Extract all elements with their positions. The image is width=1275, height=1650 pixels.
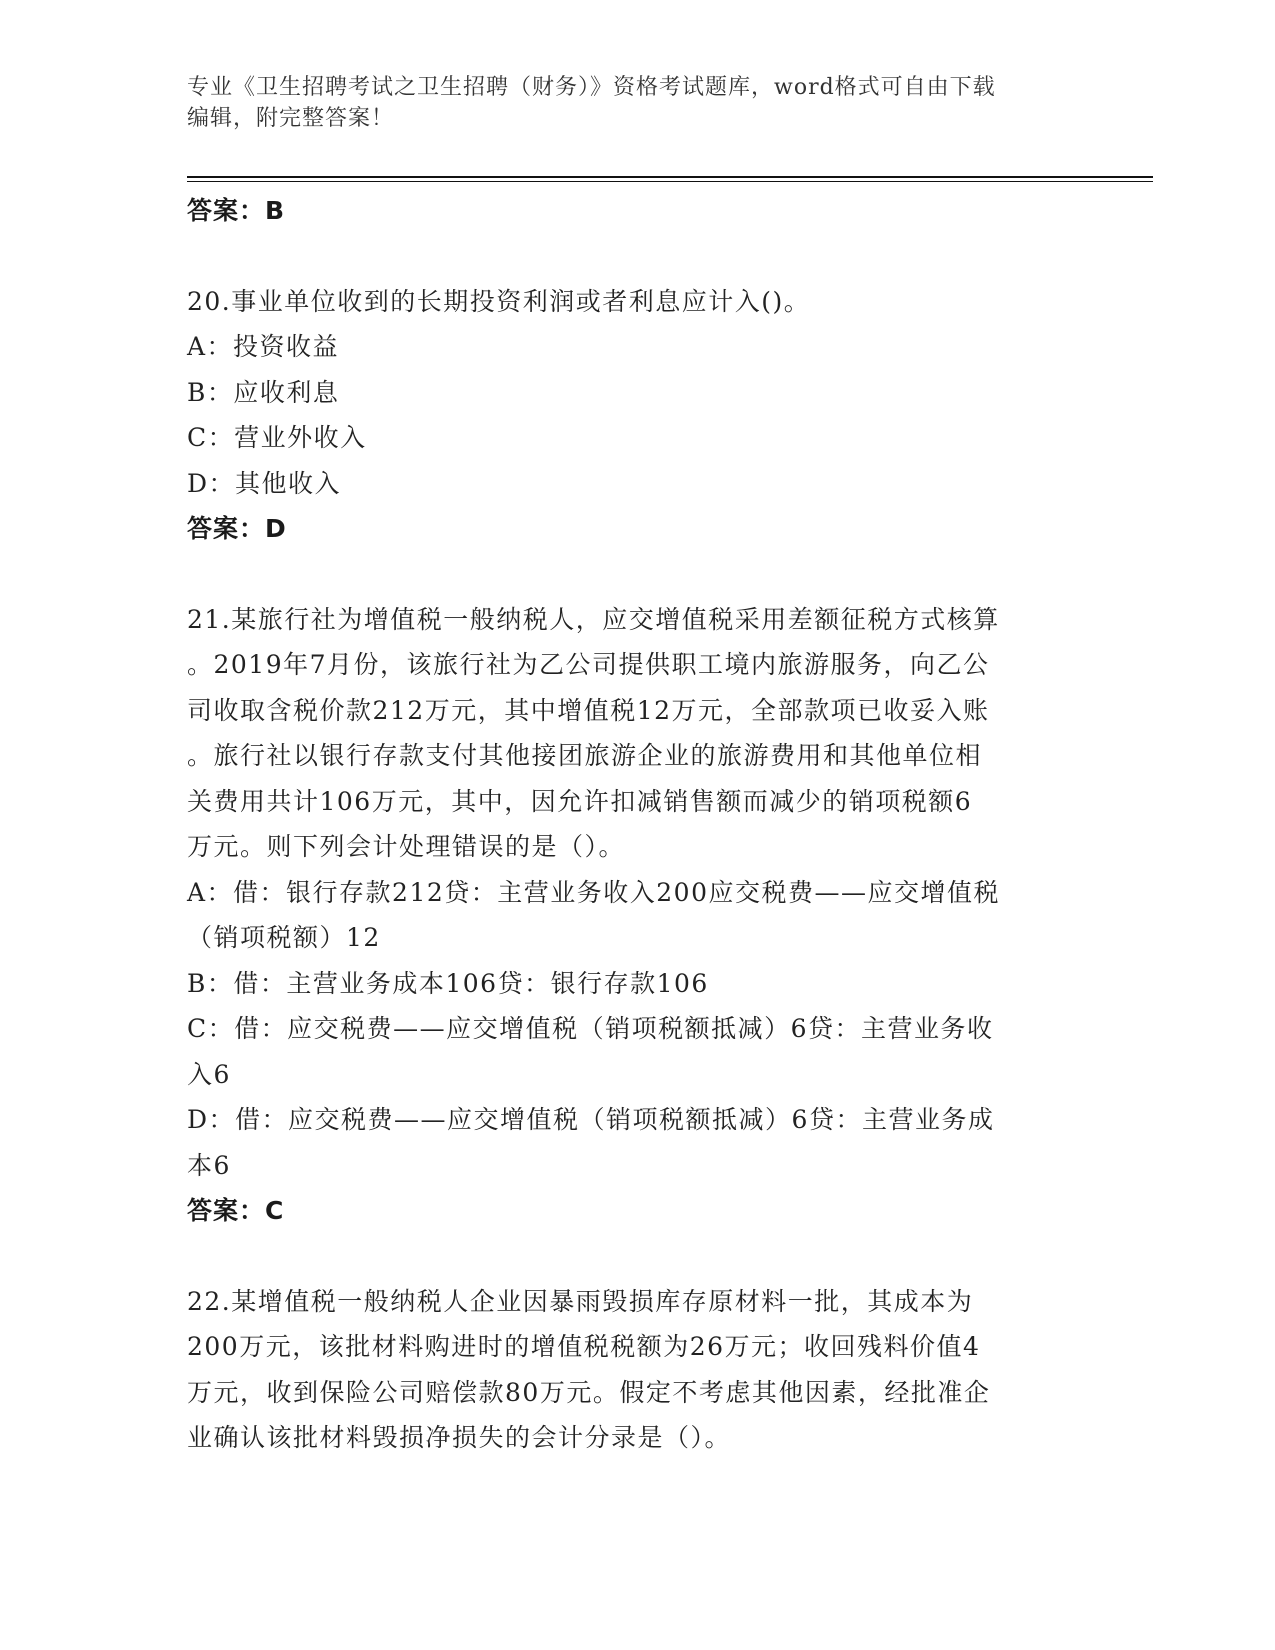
question-21-option-b: B：借：主营业务成本106贷：银行存款106: [187, 968, 709, 998]
question-21-option-a: A：借：银行存款212贷：主营业务收入200应交税费——应交增值税: [187, 877, 1000, 907]
document-body: [187, 188, 1087, 1461]
question-21-answer: 答案：C: [187, 1196, 285, 1225]
question-22-stem-line: 200万元，该批材料购进时的增值税税额为26万元；收回残料价值4: [187, 1332, 981, 1361]
document-header: [187, 72, 1067, 134]
question-20-option-b: B：应收利息: [187, 377, 340, 407]
question-20-option-d: D：其他收入: [187, 468, 342, 498]
question-21-option-a-cont: （销项税额）12: [187, 923, 381, 952]
question-21-stem-line: 21.某旅行社为增值税一般纳税人，应交增值税采用差额征税方式核算: [187, 604, 1000, 634]
header-line-1: 专业《卫生招聘考试之卫生招聘（财务）》资格考试题库，word格式可自由下载: [187, 75, 996, 100]
spacer: [187, 234, 1087, 279]
question-21-option-c-cont: 入6: [187, 1059, 231, 1089]
question-22-stem-line: 万元，收到保险公司赔偿款80万元。假定不考虑其他因素，经批准企: [187, 1377, 991, 1407]
spacer: [187, 552, 1087, 597]
question-21-stem-line: 司收取含税价款212万元，其中增值税12万元，全部款项已收妥入账: [187, 695, 990, 725]
question-21-stem-line: 。2019年7月份，该旅行社为乙公司提供职工境内旅游服务，向乙公: [187, 650, 990, 679]
question-21: [187, 597, 1087, 1234]
spacer: [187, 1234, 1087, 1279]
question-21-option-d: D：借：应交税费——应交增值税（销项税额抵减）6贷：主营业务成: [187, 1105, 995, 1134]
question-21-option-c: C：借：应交税费——应交增值税（销项税额抵减）6贷：主营业务收: [187, 1014, 994, 1043]
header-rule-thick: [187, 176, 1153, 178]
question-21-stem-line: 。旅行社以银行存款支付其他接团旅游企业的旅游费用和其他单位相: [187, 741, 983, 770]
question-20: [187, 279, 1087, 552]
question-20-stem: 20.事业单位收到的长期投资利润或者利息应计入()。: [187, 286, 811, 316]
question-22-stem-line: 业确认该批材料毁损净损失的会计分录是（）。: [187, 1423, 732, 1452]
answer-19: 答案：B: [187, 196, 286, 225]
question-22-stem-line: 22.某增值税一般纳税人企业因暴雨毁损库存原材料一批，其成本为: [187, 1286, 974, 1316]
question-20-option-c: C：营业外收入: [187, 423, 367, 452]
header-line-2: 编辑，附完整答案！: [187, 106, 395, 131]
header-rule-thin: [187, 181, 1153, 182]
question-21-option-d-cont: 本6: [187, 1150, 231, 1180]
question-21-stem-line: 万元。则下列会计处理错误的是（）。: [187, 832, 626, 861]
question-21-stem-line: 关费用共计106万元，其中，因允许扣减销售额而减少的销项税额6: [187, 786, 973, 816]
question-22: [187, 1279, 1087, 1461]
question-20-option-a: A：投资收益: [187, 332, 340, 361]
question-20-answer: 答案：D: [187, 514, 287, 543]
